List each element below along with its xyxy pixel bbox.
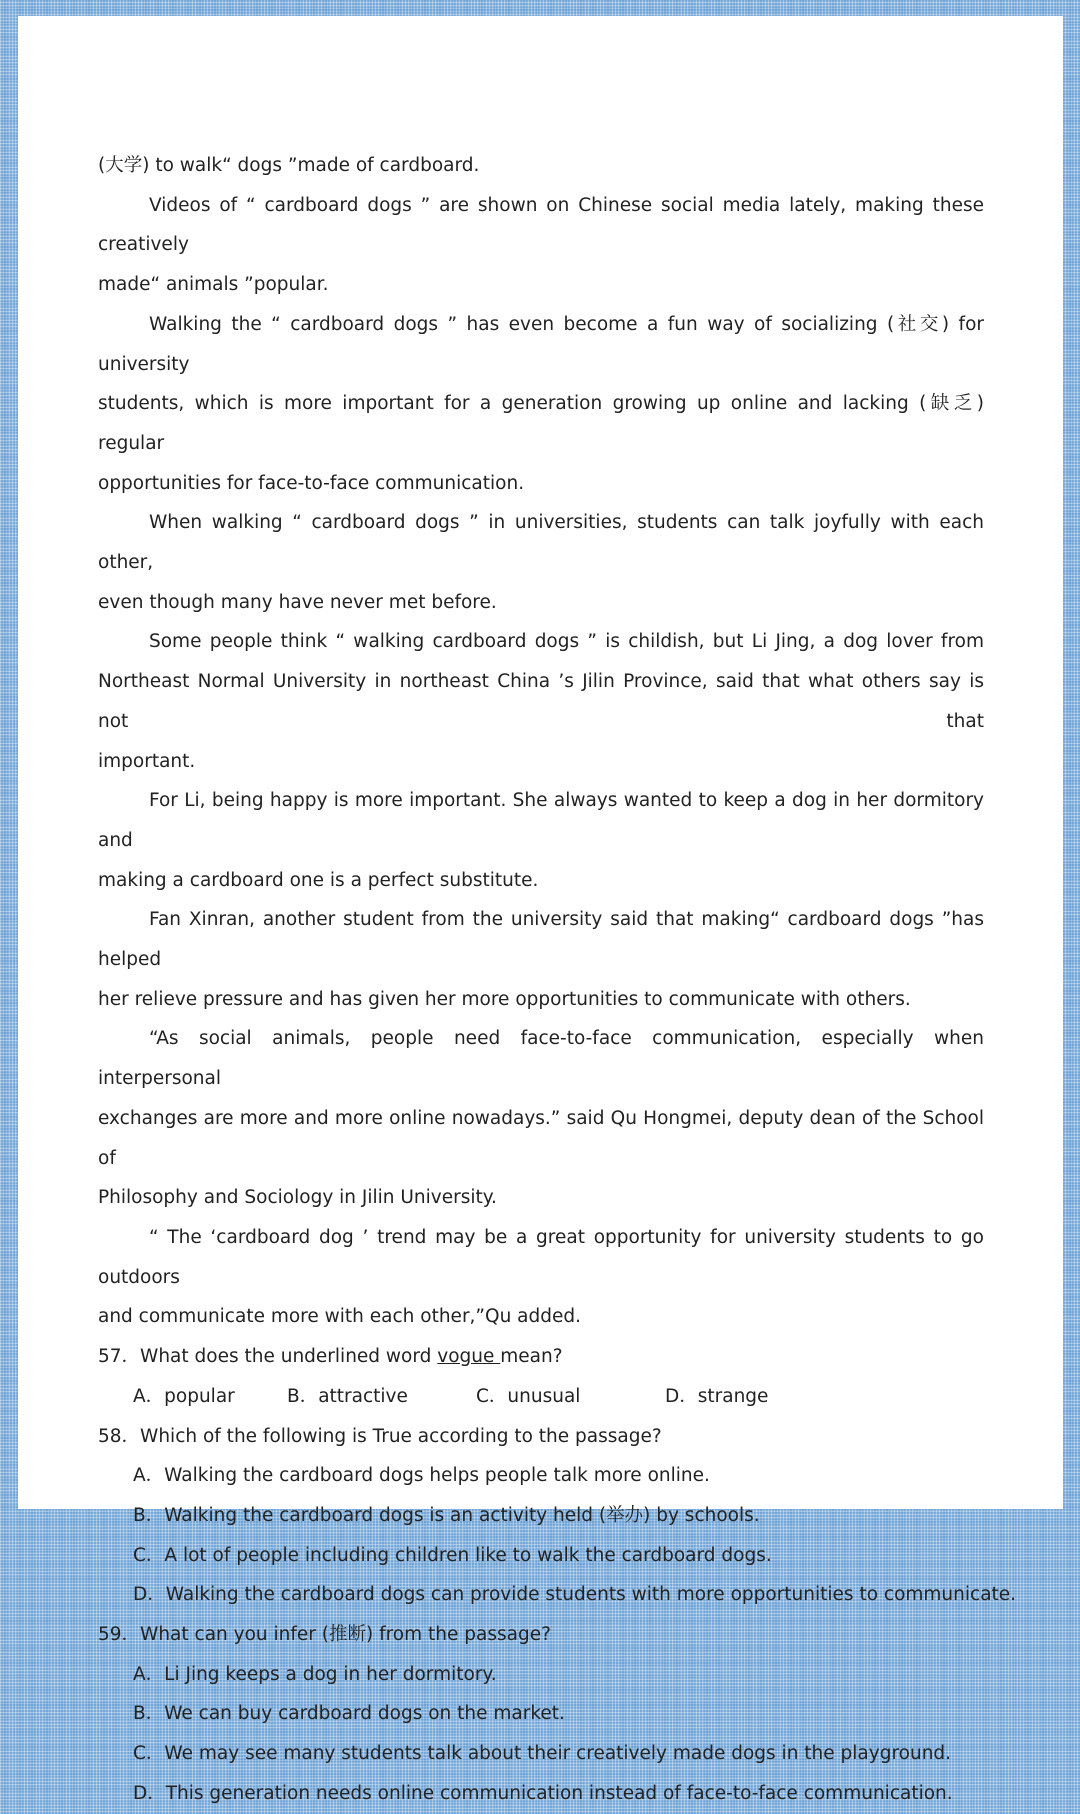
paper-sheet bbox=[18, 16, 1063, 1804]
option-c[interactable]: C．A lot of people including children like to walk the cardboard dogs. bbox=[133, 1544, 772, 1566]
passage-line: exchanges are more and more online nowadays.” said Qu Hongmei, deputy dean of the School of bbox=[98, 1107, 984, 1169]
passage-line: important. bbox=[98, 750, 196, 772]
option-d[interactable]: D．strange bbox=[665, 1385, 769, 1407]
options-row bbox=[98, 1377, 984, 1417]
passage-line: students, which is more important for a generation growing up online and lacking (缺乏) regular bbox=[98, 393, 984, 454]
paragraph-socializing bbox=[98, 305, 984, 504]
question-stem-suffix: mean? bbox=[500, 1346, 563, 1368]
option-a[interactable]: A．Li Jing keeps a dog in her dormitory. bbox=[133, 1663, 497, 1685]
option-c[interactable]: C．unusual bbox=[476, 1385, 581, 1407]
passage-line: opportunities for face-to-face communication. bbox=[98, 472, 525, 494]
option-b[interactable]: B．attractive bbox=[287, 1385, 408, 1407]
passage-line: her relieve pressure and has given her more opportunities to communicate with others. bbox=[98, 988, 911, 1010]
passage-line: made“ animals ”popular. bbox=[98, 274, 329, 296]
question-57 bbox=[98, 1337, 984, 1416]
passage-line: Some people think “ walking cardboard dogs ” is childish, but Li Jing, a dog lover from bbox=[149, 631, 984, 653]
passage-line: Fan Xinran, another student from the university said that making“ cardboard dogs ”has helped bbox=[98, 909, 984, 971]
passage-line: (大学) to walk“ dogs ”made of cardboard. bbox=[98, 155, 480, 176]
paragraph-fan-xinran bbox=[98, 900, 984, 1019]
passage-line: and communicate more with each other,”Qu added. bbox=[98, 1306, 582, 1328]
paragraph-trend bbox=[98, 1218, 984, 1337]
paragraph-li-jing bbox=[98, 622, 984, 781]
option-c[interactable]: C．We may see many students talk about their creatively made dogs in the playground. bbox=[133, 1743, 952, 1765]
question-stem: 58．Which of the following is True according to the passage? bbox=[98, 1425, 662, 1447]
option-d[interactable]: D．This generation needs online communication instead of face-to-face communication. bbox=[133, 1782, 953, 1804]
passage-line: “ The ‘cardboard dog ’ trend may be a great opportunity for university students to go outdoors bbox=[98, 1226, 984, 1288]
paragraph-walking bbox=[98, 503, 984, 622]
passage-line: Walking the “ cardboard dogs ” has even become a fun way of socializing (社交) for university bbox=[98, 313, 984, 375]
paragraph-videos bbox=[98, 186, 984, 305]
paragraph-happy bbox=[98, 781, 984, 900]
underlined-word: vogue bbox=[437, 1346, 501, 1368]
passage-line: For Li, being happy is more important. She always wanted to keep a dog in her dormitory and bbox=[98, 790, 984, 851]
passage-line: Videos of “ cardboard dogs ” are shown on Chinese social media lately, making these creatively bbox=[98, 194, 984, 256]
passage-line: Philosophy and Sociology in Jilin University. bbox=[98, 1187, 497, 1209]
question-stem bbox=[98, 1337, 984, 1377]
passage-line: Northeast Normal University in northeast China ’s Jilin Province, said that what others say is not that bbox=[98, 671, 984, 732]
question-58 bbox=[98, 1417, 1017, 1616]
question-stem: 59．What can you infer (推断) from the passage? bbox=[98, 1624, 551, 1646]
option-a[interactable]: A．Walking the cardboard dogs helps people talk more online. bbox=[133, 1465, 710, 1487]
passage-line: “As social animals, people need face-to-face communication, especially when interpersonal bbox=[98, 1028, 984, 1090]
option-b[interactable]: B．We can buy cardboard dogs on the market. bbox=[133, 1703, 565, 1725]
paragraph-qu-hongmei bbox=[98, 1019, 984, 1218]
passage-line: When walking “ cardboard dogs ” in universities, students can talk joyfully with each other, bbox=[98, 512, 984, 574]
document-content bbox=[98, 146, 1017, 1814]
option-b[interactable]: B．Walking the cardboard dogs is an activity held (举办) by schools. bbox=[133, 1504, 760, 1526]
option-d[interactable]: D．Walking the cardboard dogs can provide students with more opportunities to communicate. bbox=[133, 1584, 1017, 1606]
option-a[interactable]: A．popular bbox=[133, 1385, 235, 1407]
question-59 bbox=[98, 1615, 984, 1814]
question-stem-prefix: 57．What does the underlined word bbox=[98, 1346, 438, 1368]
passage-line: making a cardboard one is a perfect substitute. bbox=[98, 869, 539, 891]
passage-line: even though many have never met before. bbox=[98, 591, 497, 613]
